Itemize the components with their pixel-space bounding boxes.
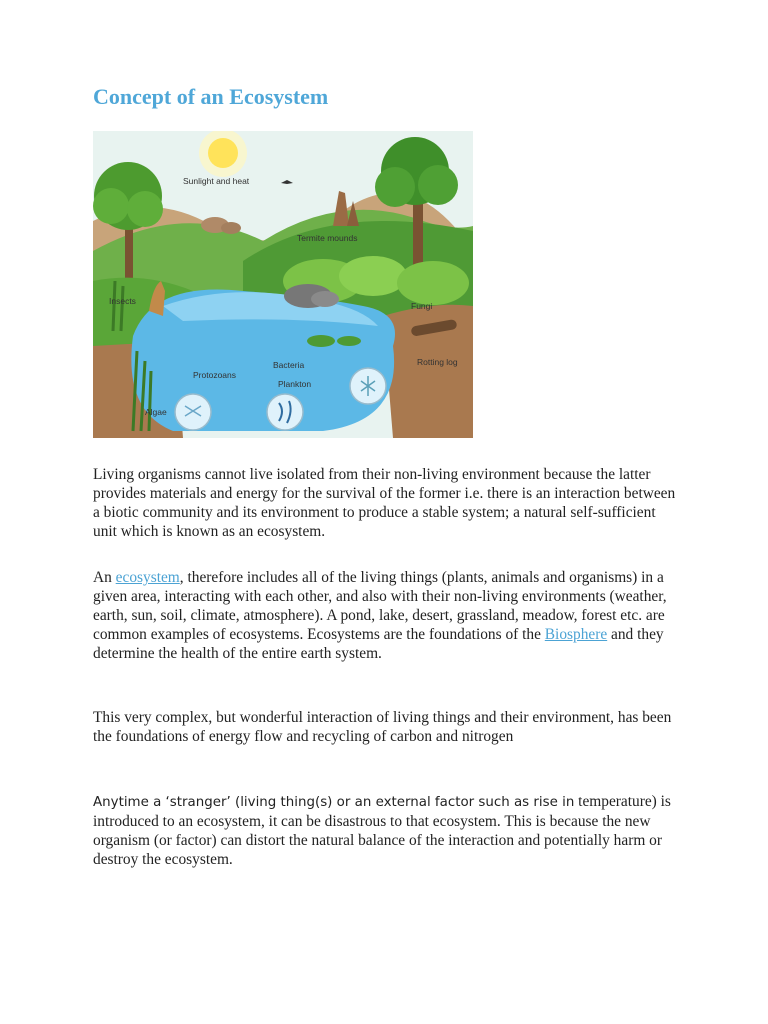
label-fungi: Fungi [411, 301, 433, 311]
biosphere-link[interactable]: Biosphere [544, 626, 608, 643]
p4-text-a: Anytime a ‘stranger’ (living thing(s) or an external factor such as rise in [93, 795, 575, 810]
p4-text-b: temperature) is introduced to an ecosystem, it can be disastrous to that ecosystem. This is because the new organism (or factor) can distort the natural balance of the interaction and potentially harm or destroy the ecosystem. [93, 793, 671, 868]
p2-text-a: An [93, 569, 116, 586]
label-plankton: Plankton [278, 379, 312, 389]
paragraph-intro: Living organisms cannot live isolated from their non-living environment because the latter provides materials and energy for the survival of the former i.e. there is an interaction between a biotic community and its environment to produce a stable system; a natural self-sufficient unit which is known as an ecosystem. [93, 466, 676, 540]
paragraph-energy-flow: This very complex, but wonderful interaction of living things and their environment, has been the foundations of energy flow and recycling of carbon and nitrogen [93, 709, 672, 745]
paragraph-ecosystem-definition [93, 568, 678, 663]
label-termite: Termite mounds [297, 233, 358, 243]
label-algae: Algae [145, 407, 167, 417]
label-insects: Insects [109, 296, 136, 306]
p2-text-b: , therefore includes all of the living things (plants, animals and organisms) in a given area, interacting with each other, and also with their non-living environments (weather, earth, sun, soil, climate, atmosphere). A pond, lake, desert, grassland, meadow, forest etc. are common examples of ecosystems. Ecosystems are the foundations of the [93, 569, 667, 643]
label-sun: Sunlight and heat [183, 176, 250, 186]
page-title: Concept of an Ecosystem [93, 84, 329, 109]
label-bacteria: Bacteria [273, 360, 305, 370]
ecosystem-illustration [93, 131, 473, 438]
ecosystem-link[interactable]: ecosystem [115, 569, 180, 586]
paragraph-stranger [93, 792, 678, 869]
label-protozoans: Protozoans [193, 370, 236, 380]
label-rotting-log: Rotting log [417, 357, 458, 367]
sun-icon [199, 131, 247, 177]
p2-text-c: and they determine the health of the entire earth system. [93, 626, 664, 662]
